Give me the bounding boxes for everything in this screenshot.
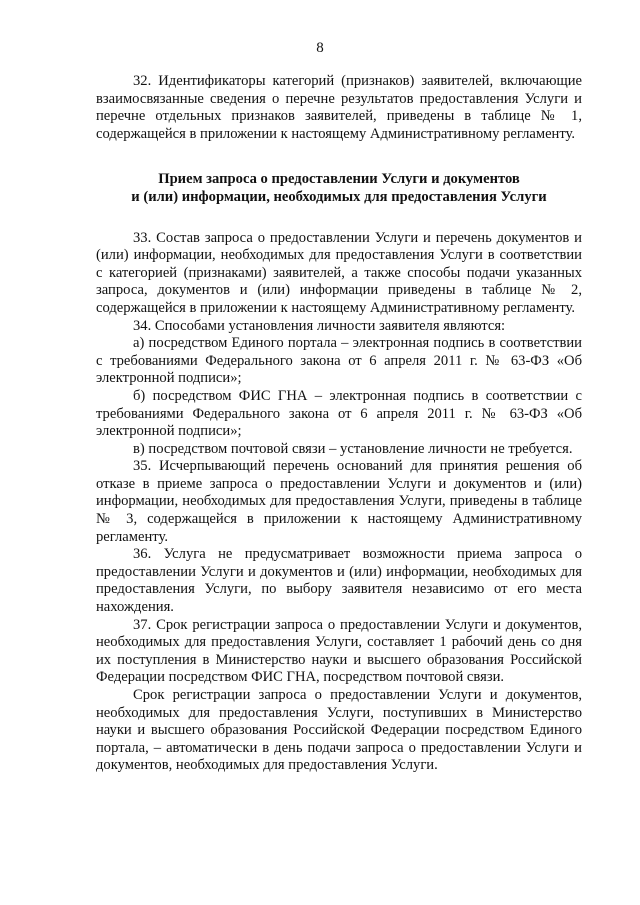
- page-number: 8: [316, 40, 324, 56]
- section-heading-line-1: Прием запроса о предоставлении Услуги и документов: [158, 171, 520, 188]
- paragraph-33: 33. Состав запроса о предоставлении Услуги и перечень документов и (или) информации, необходимых для предоставления Услуги в соответствии с категорией (признаками) заявителей, а также способы подачи указанных запроса, документов и (или) информации приведены в таблице № 2, содержащейся в приложении к настоящему Административному регламенту.: [96, 229, 582, 316]
- paragraph-34-b: б) посредством ФИС ГНА – электронная подпись в соответствии с требованиями Федерального закона от 6 апреля 2011 г. № 63-ФЗ «Об электронной подписи»;: [96, 387, 582, 440]
- paragraph-34-a: а) посредством Единого портала – электронная подпись в соответствии с требованиями Федерального закона от 6 апреля 2011 г. № 63-ФЗ «Об электронной подписи»;: [96, 335, 582, 387]
- paragraph-37: 37. Срок регистрации запроса о предоставлении Услуги и документов, необходимых для предоставления Услуги, составляет 1 рабочий день со дня их поступления в Министерство науки и высшего образования Российской Федерации посредством ФИС ГНА, посредством почтовой связи.: [96, 616, 582, 686]
- paragraph-32: 32. Идентификаторы категорий (признаков) заявителей, включающие взаимосвязанные сведения о перечне результатов предоставления Услуги и перечне отдельных признаков заявителей, приведены в таблице № 1, содержащейся в приложении к настоящему Административному регламенту.: [96, 73, 582, 142]
- paragraph-34-v: в) посредством почтовой связи – установление личности не требуется.: [133, 440, 573, 457]
- document-body: [96, 73, 582, 775]
- paragraph-34: 34. Способами установления личности заявителя являются:: [133, 317, 506, 334]
- paragraph-35: 35. Исчерпывающий перечень оснований для принятия решения об отказе в приеме запроса о предоставлении Услуги и документов и (или) информации, необходимых для предоставления Услуги, приведены в таблице № 3, содержащейся в приложении к настоящему Административному регламенту.: [96, 458, 582, 545]
- paragraph-37-continued: Срок регистрации запроса о предоставлении Услуги и документов, необходимых для предоставления Услуги, поступивших в Министерство науки и высшего образования Российской Федерации посредством Единого портала, – автоматически в день подачи запроса о предоставлении Услуги и документов, необходимых для предоставления Услуги.: [96, 687, 582, 774]
- section-heading-line-2: и (или) информации, необходимых для предоставления Услуги: [131, 188, 547, 205]
- paragraph-36: 36. Услуга не предусматривает возможности приема запроса о предоставлении Услуги и документов и (или) информации, необходимых для предоставления Услуги, по выбору заявителя независимо от его места нахождения.: [96, 546, 582, 616]
- section-heading: [96, 171, 582, 206]
